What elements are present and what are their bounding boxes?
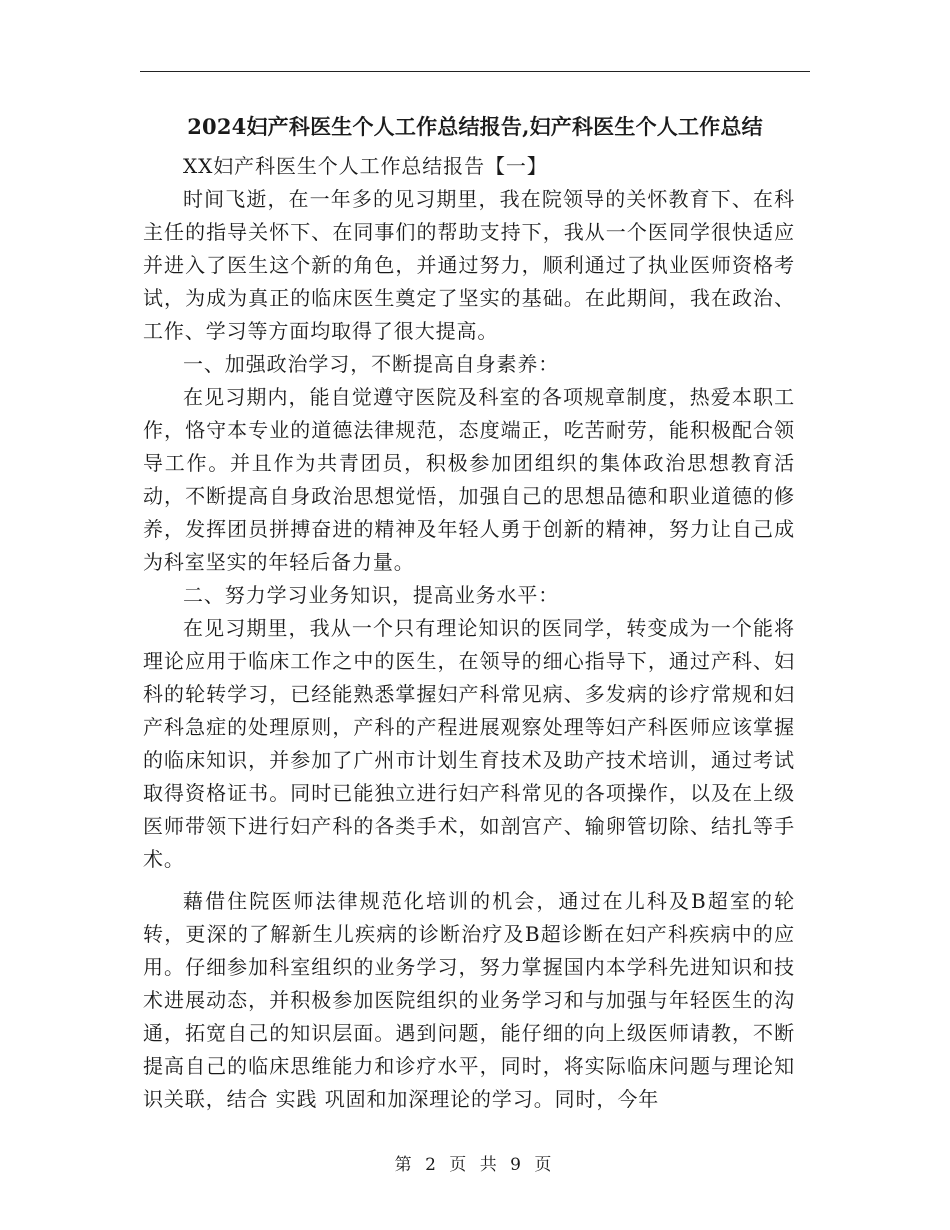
- header-rule: [140, 71, 810, 72]
- paragraph-training: 藉借住院医师法律规范化培训的机会，通过在儿科及B超室的轮转，更深的了解新生儿疾病的诊断治疗及B超诊断在妇产科疾病中的应用。仔细参加科室组织的业务学习，努力掌握国内本学科先进知识和技术进展动态，并积极参加医院组织的业务学习和与加强与年轻医生的沟通，拓宽自己的知识层面。遇到问题，能仔细的向上级医师请教，不断提高自己的临床思维能力和诊疗水平，同时，将实际临床问题与理论知识关联，结合 实践 巩固和加深理论的学习。同时，今年: [143, 889, 795, 1111]
- section-heading-report-one: XX妇产科医生个人工作总结报告【一】: [183, 154, 548, 178]
- paragraph-intro: 时间飞逝，在一年多的见习期里，我在院领导的关怀教育下、在科主任的指导关怀下、在同事们的帮助支持下，我从一个医同学很快适应并进入了医生这个新的角色，并通过努力，顺利通过了执业医师资格考试，为成为真正的临床医生奠定了坚实的基础。在此期间，我在政治、工作、学习等方面均取得了很大提高。: [143, 187, 795, 343]
- section-heading-politics: 一、加强政治学习，不断提高自身素养：: [183, 352, 560, 376]
- document-body: [143, 150, 795, 1116]
- page-footer: 第 2 页 共 9 页: [394, 1155, 556, 1175]
- section-heading-study: 二、努力学习业务知识，提高业务水平：: [183, 583, 560, 607]
- paragraph-study: 在见习期里，我从一个只有理论知识的医同学，转变成为一个能将理论应用于临床工作之中的医生，在领导的细心指导下，通过产科、妇科的轮转学习，已经能熟悉掌握妇产科常见病、多发病的诊疗常规和妇产科急症的处理原则，产科的产程进展观察处理等妇产科医师应该掌握的临床知识，并参加了广州市计划生育技术及助产技术培训，通过考试取得资格证书。同时已能独立进行妇产科常见的各项操作，以及在上级医师带领下进行妇产科的各类手术，如剖宫产、输卵管切除、结扎等手术。: [143, 616, 795, 871]
- paragraph-politics: 在见习期内，能自觉遵守医院及科室的各项规章制度，热爱本职工作，恪守本专业的道德法律规范，态度端正，吃苦耐劳，能积极配合领导工作。并且作为共青团员，积极参加团组织的集体政治思想教育活动，不断提高自身政治思想觉悟，加强自己的思想品德和职业道德的修养，发挥团员拼搏奋进的精神及年轻人勇于创新的精神，努力让自己成为科室坚实的年轻后备力量。: [143, 385, 795, 574]
- document-title: 2024妇产科医生个人工作总结报告,妇产科医生个人工作总结: [187, 114, 763, 139]
